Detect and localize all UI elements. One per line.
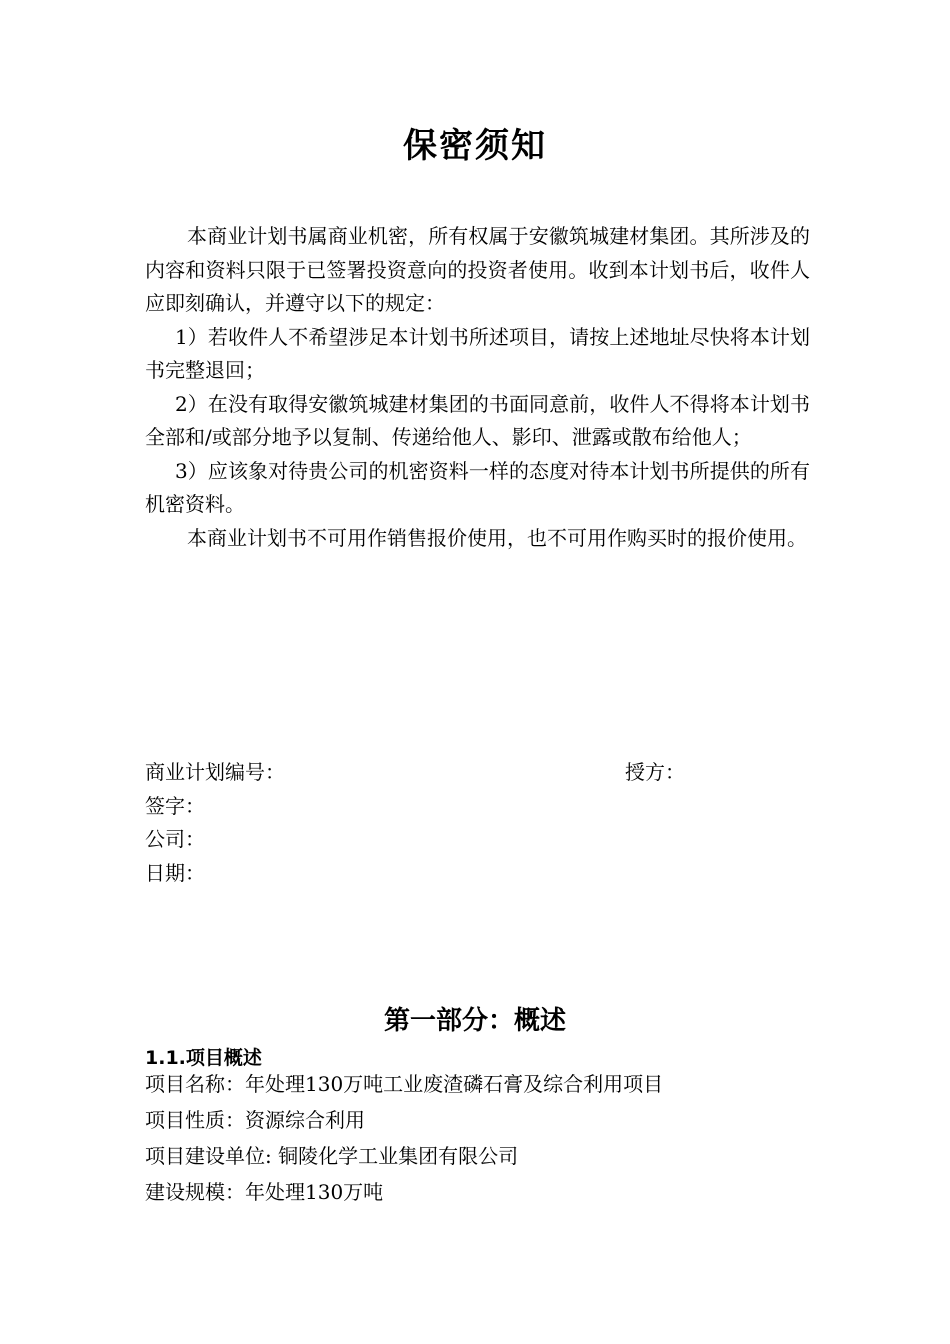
section-title: 第一部分：概述 bbox=[383, 1006, 566, 1036]
signature-form bbox=[145, 756, 810, 890]
project-builder: 项目建设单位: 铜陵化学工业集团有限公司 bbox=[145, 1144, 519, 1168]
company-label: 公司： bbox=[145, 827, 205, 851]
project-scale: 建设规模：年处理130万吨 bbox=[145, 1180, 384, 1204]
notice-rule-1: 1）若收件人不希望涉足本计划书所述项目，请按上述地址尽快将本计划书完整退回； bbox=[145, 324, 810, 382]
notice-rule-2: 2）在没有取得安徽筑城建材集团的书面同意前，收件人不得将本计划书全部和/或部分地予以复制、传递给他人、影印、泄露或散布给他人； bbox=[145, 391, 810, 449]
notice-rule-3: 3）应该象对待贵公司的机密资料一样的态度对待本计划书所提供的所有机密资料。 bbox=[145, 458, 810, 516]
form-row-date bbox=[145, 857, 810, 891]
project-info-list bbox=[145, 1066, 810, 1210]
page-title: 保密须知 bbox=[403, 126, 547, 166]
notice-paragraph-1: 本商业计划书属商业机密，所有权属于安徽筑城建材集团。其所涉及的内容和资料只限于已签署投资意向的投资者使用。收到本计划书后，收件人应即刻确认，并遵守以下的规定： bbox=[145, 224, 810, 315]
date-label: 日期： bbox=[145, 860, 205, 885]
form-row-company bbox=[145, 823, 810, 857]
plan-number-label: 商业计划编号： bbox=[145, 760, 285, 784]
subsection-title: 1.1.项目概述 bbox=[145, 1047, 262, 1069]
grantee-label: 授方： bbox=[625, 760, 685, 784]
signature-label: 签字： bbox=[145, 793, 205, 818]
project-name: 项目名称：年处理130万吨工业废渣磷石膏及综合利用项目 bbox=[145, 1072, 664, 1096]
project-nature: 项目性质：资源综合利用 bbox=[145, 1108, 365, 1132]
confidentiality-notice bbox=[145, 220, 810, 555]
notice-paragraph-5: 本商业计划书不可用作销售报价使用，也不可用作购买时的报价使用。 bbox=[187, 525, 807, 550]
form-row-plan-number bbox=[145, 756, 810, 790]
form-row-signature bbox=[145, 790, 810, 824]
